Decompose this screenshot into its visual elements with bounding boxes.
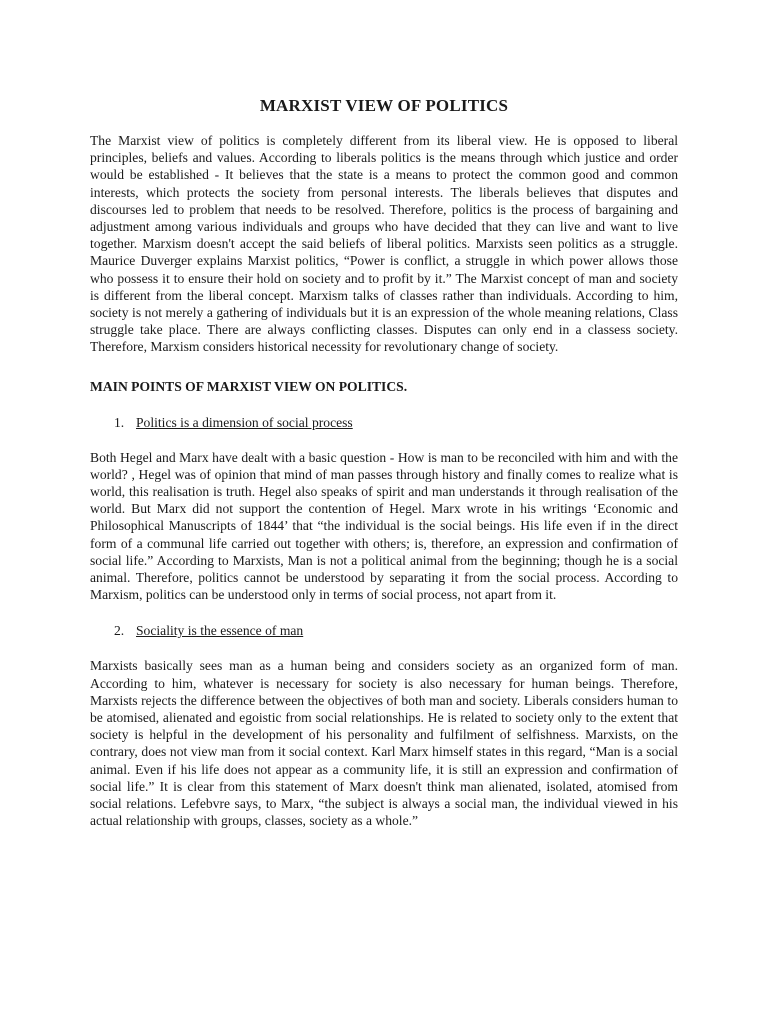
point-1-label: Politics is a dimension of social process (136, 414, 353, 430)
document-title: MARXIST VIEW OF POLITICS (259, 96, 509, 115)
point-1-paragraph: Both Hegel and Marx have dealt with a basic question - How is man to be reconciled with him and with the world? , Hegel was of opinion that mind of man passes through history and finally comes to realize what is world, this realisation is truth. Hegel also speaks of spirit and man understands it through realisation of the world. But Marx did not support the contention of Hegel. Marx wrote in his writings ‘Economic and Philosophical Manuscripts of 1844’ that “the individual is the social beings. His life even if in the direct form of a communal life carried out together with others; is, therefore, an expression and confirmation of social life.” According to Marxists, Man is not a political animal from the beginning; though he is a social animal. Therefore, politics cannot be understood by separating it from the social process. According to Marxism, politics can be understood only in terms of social process, not apart from it. (90, 449, 678, 603)
point-2-number: 2. (114, 623, 125, 639)
point-1-number: 1. (114, 414, 125, 430)
document-page (90, 0, 678, 830)
point-1-heading (90, 414, 678, 431)
section-heading: MAIN POINTS OF MARXIST VIEW ON POLITICS. (90, 378, 408, 394)
point-2-paragraph: Marxists basically sees man as a human being and considers society as an organized form of man. According to him, whatever is necessary for society is also necessary for human beings. Therefore, Marxists rejects the difference between the objectives of both man and society. Liberals considers human to be atomised, alienated and egoistic from social relationships. He is related to society only to the extent that society is helpful in the development of his personality and fulfilment of selfishness. Marxists, on the contrary, does not view man from it social context. Karl Marx himself states in this regard, “Man is a social animal. Even if his life does not appear as a community life, it is still an expression and confirmation of social life.” It is clear from this statement of Marx doesn't think man alienated, isolated, atomised from social relations. Lefebvre says, to Marx, “the subject is always a social man, the individual viewed in his actual relationship with groups, classes, society as a whole.” (90, 658, 678, 829)
intro-paragraph: The Marxist view of politics is completely different from its liberal view. He is opposed to liberal principles, beliefs and values. According to liberals politics is the means through which justice and order would be established - It believes that the state is a means to protect the common good and common interests, which protects the society from personal interests. The liberals believes that disputes and discourses led to problem that needs to be resolved. Therefore, politics is the process of bargaining and adjustment among various individuals and groups who have decided that they can live and want to live together. Marxism doesn't accept the said beliefs of liberal politics. Marxists seen politics as a struggle. Maurice Duverger explains Marxist politics, “Power is conflict, a struggle in which power allows those who possess it to ensure their hold on society and to profit by it.” The Marxist concept of man and society is different from the liberal concept. Marxism talks of classes rather than individuals. According to him, society is not merely a gathering of individuals but it is an expression of the whole meaning relations, Class struggle take place. There are always conflicting classes. Disputes can only end in a classess society. Therefore, Marxism considers historical necessity for revolutionary change of society. (90, 133, 678, 355)
point-2-heading (90, 622, 678, 639)
point-2-label: Sociality is the essence of man (136, 623, 304, 639)
